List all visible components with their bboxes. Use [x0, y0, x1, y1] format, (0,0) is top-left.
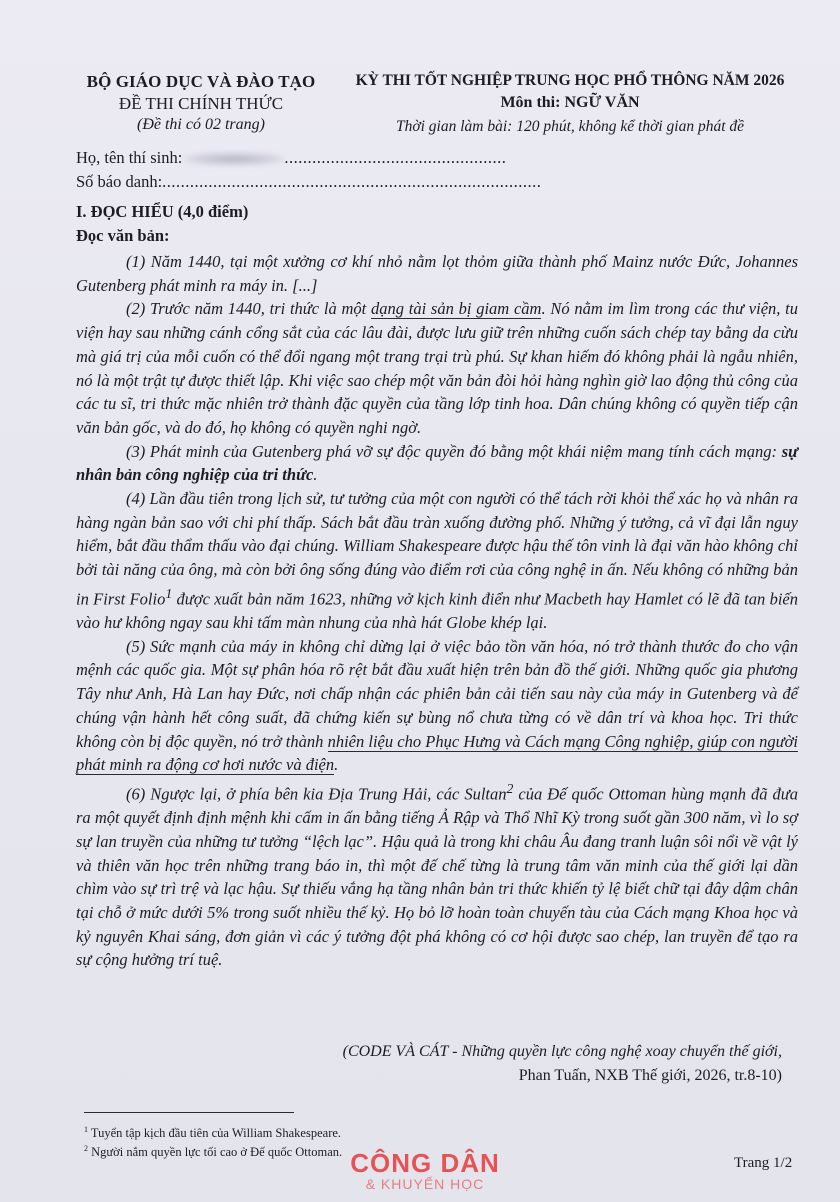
paragraph-5-end: .	[334, 755, 339, 775]
redacted-name	[184, 152, 284, 166]
reading-passage	[76, 250, 798, 972]
footnote-ref-2: 2	[506, 780, 514, 796]
header-left	[76, 72, 326, 134]
paragraph-6-end: của Đế quốc Ottoman hùng mạnh đã đưa ra một quyết định định mệnh khi cấm in ấn bằng tiếng Ả Rập và Thổ Nhĩ Kỳ trong suốt gần 300 năm, vì lo sợ sự lan truyền của những tư tưởng “lệch lạc”. Hậu quả là trong khi châu Âu đang tranh luận sôi nổi về vật lý và thiên văn học trên những trang báo in, thì một đế chế từng là trung tâm văn minh của thế giới lại dần chìm vào sự trì trệ và lạc hậu. Sự thiếu vắng hạ tầng nhân bản tri thức khiến tỷ lệ biết chữ tại đây dậm chân tại chỗ ở mức dưới 5% trong suốt nhiều thế kỷ. Họ bỏ lỡ hoàn toàn chuyến tàu của Cách mạng Khoa học và kỷ nguyên Khai sáng, đơn giản vì các ý tưởng đột phá không có cơ hội được sao chép, lan truyền để tạo ra sự cộng hưởng trí tuệ.	[76, 784, 798, 970]
subject-label: Môn thi:	[500, 94, 561, 111]
citation-line-2: Phan Tuấn, NXB Thế giới, 2026, tr.8-10)	[518, 1067, 782, 1084]
paragraph-5	[76, 635, 798, 777]
footnote-ref-1: 1	[165, 585, 173, 601]
footnote-1-mark: 1	[84, 1125, 88, 1134]
paragraph-3-start: (3) Phát minh của Gutenberg phá vỡ sự độc quyền đó bằng một khái niệm mang tính cách mạng:	[126, 441, 782, 461]
publisher-watermark-logo	[340, 1150, 510, 1191]
paragraph-4-end: được xuất bản năm 1623, những vở kịch kinh điển như Macbeth hay Hamlet có lẽ đã tan biến vào hư không ngay sau khi tấm màn nhung của nhà hát Globe khép lại.	[76, 589, 798, 633]
header-right	[330, 72, 810, 136]
source-citation	[76, 1040, 782, 1088]
paragraph-1: (1) Năm 1440, tại một xưởng cơ khí nhỏ nằm lọt thỏm giữa thành phố Mainz nước Đức, Johannes Gutenberg phát minh ra máy in. [...]	[76, 252, 798, 295]
watermark-top: CÔNG DÂN	[350, 1148, 500, 1178]
candidate-id-label: Số báo danh:	[76, 172, 163, 191]
exam-title: KỲ THI TỐT NGHIỆP TRUNG HỌC PHỔ THÔNG NĂM 2026	[355, 72, 785, 89]
candidate-id-field	[76, 172, 541, 192]
footnote-2-mark: 2	[84, 1144, 88, 1154]
candidate-name-field	[76, 148, 506, 168]
ministry-name: BỘ GIÁO DỤC VÀ ĐÀO TẠO	[86, 72, 316, 91]
citation-line-1: (CODE VÀ CÁT - Những quyền lực công nghệ xoay chuyển thế giới,	[342, 1043, 782, 1060]
paragraph-3	[76, 440, 798, 487]
read-label: Đọc văn bản:	[76, 226, 170, 245]
paragraph-2-underlined: dạng tài sản bị giam cầm	[371, 299, 542, 319]
section-title: I. ĐỌC HIỂU (4,0 điểm)	[76, 202, 249, 221]
candidate-name-dots: ................................................	[284, 148, 507, 167]
candidate-id-dots: ..................................................................................	[162, 172, 542, 191]
footnotes	[84, 1122, 342, 1160]
duration-note: Thời gian làm bài: 120 phút, không kể thời gian phát đề	[395, 118, 745, 135]
pages-note: (Đề thi có 02 trang)	[137, 116, 265, 133]
subject-name: NGỮ VĂN	[564, 94, 640, 111]
subject-line	[330, 94, 810, 112]
footnote-2-text: Người nắm quyền lực tối cao ở Đế quốc Ottoman.	[88, 1145, 343, 1160]
paragraph-2-end: . Nó nằm im lìm trong các thư viện, tu viện hay sau những cánh cổng sắt của các lâu đài, được lưu giữ trên những cuốn sách chép tay bằng da cừu mà giá trị của mỗi cuốn có thể đổi ngang một trang trại trù phú. Sự khan hiếm đó không phải là ngẫu nhiên, nó là một trật tự được thiết lập. Khi việc sao chép một văn bản đòi hỏi hàng nghìn giờ lao động thủ công của các tu sĩ, tri thức mặc nhiên trở thành đặc quyền của tầng lớp tinh hoa. Dân chúng không có quyền tiếp cận văn bản gốc, và do đó, họ không có quyền nghi ngờ.	[76, 299, 798, 437]
footnote-2	[84, 1141, 342, 1160]
paragraph-2	[76, 297, 798, 439]
paragraph-3-bold: sự nhân bản công nghiệp của tri thức	[76, 441, 798, 485]
official-label: ĐỀ THI CHÍNH THỨC	[118, 94, 284, 113]
paragraph-6-start: (6) Ngược lại, ở phía bên kia Địa Trung Hải, các Sultan	[126, 784, 507, 804]
page-number: Trang 1/2	[734, 1155, 793, 1171]
footnote-divider	[84, 1112, 294, 1113]
paragraph-4	[76, 487, 798, 635]
paragraph-5-start: (5) Sức mạnh của máy in không chỉ dừng lại ở việc bảo tồn văn hóa, nó trở thành thước đo cho vận mệnh các quốc gia. Một sự phân hóa rõ rệt bắt đầu xuất hiện trên bản đồ thế giới. Những quốc gia phương Tây như Anh, Hà Lan hay Đức, nơi chấp nhận các phiên bản cải tiến sau này của máy in Gutenberg và để chúng vận hành hết công suất, đã chứng kiến sự bùng nổ chưa từng có về dân trí và khoa học. Tri thức không còn bị độc quyền, nó trở thành	[76, 636, 798, 751]
paragraph-3-end: .	[313, 465, 318, 485]
watermark-bottom: & KHUYẾN HỌC	[365, 1176, 485, 1192]
paragraph-6	[76, 777, 798, 972]
candidate-name-label: Họ, tên thí sinh:	[76, 148, 183, 167]
footnote-1	[84, 1122, 342, 1141]
paragraph-5-underlined: nhiên liệu cho Phục Hưng và Cách mạng Công nghiệp, giúp con người phát minh ra động cơ hơi nước và điện	[76, 731, 798, 775]
paragraph-2-start: (2) Trước năm 1440, tri thức là một	[126, 299, 371, 319]
footnote-1-text: Tuyển tập kịch đầu tiên của William Shakespeare.	[88, 1126, 342, 1141]
paragraph-4-start: (4) Lần đầu tiên trong lịch sử, tư tưởng của một con người có thể tách rời khỏi thể xác họ và nhân ra hàng ngàn bản sao với chi phí thấp. Sách bắt đầu tràn xuống đường phố. Những ý tưởng, cả vĩ đại lẫn nguy hiểm, bắt đầu thẩm thấu vào đại chúng. William Shakespeare được hậu thế tôn vinh là đại văn hào không chỉ bởi tài năng của ông, mà còn bởi ông sống đúng vào điểm rơi của công nghệ in ấn. Nếu không có những bản in First Folio	[76, 489, 798, 609]
